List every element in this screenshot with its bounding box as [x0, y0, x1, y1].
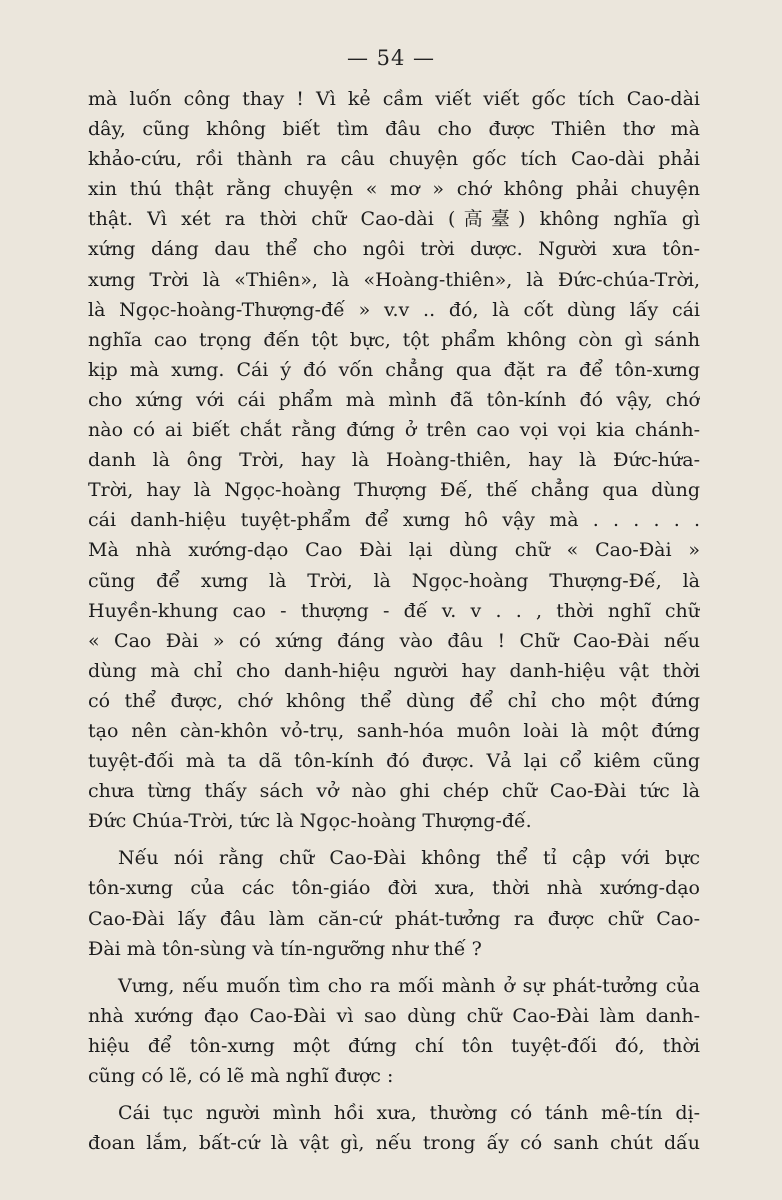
text-line: Vưng, nếu muốn tìm cho ra mối mành ở sự phát-tưởng của — [118, 974, 700, 997]
text-line: đoan lắm, bất-cứ là vật gì, nếu trong ấy có sanh chút dấu — [88, 1132, 700, 1155]
text-line: Nếu nói rằng chữ Cao-Đài không thể tỉ cập với bực — [118, 847, 700, 870]
text-line: dùng mà chỉ cho danh-hiệu người hay danh-hiệu vật thời — [88, 659, 700, 682]
text-line: cũng để xưng là Trời, là Ngọc-hoàng Thượng-Đế, là — [88, 569, 700, 592]
paragraph-gap — [88, 964, 700, 971]
text-line: xứng dáng dau thể cho ngôi trời dược. Người xưa tôn- — [88, 238, 700, 261]
text-line: cái danh-hiệu tuyệt-phẩm để xưng hô vậy mà . . . . . . — [88, 509, 700, 532]
paragraph — [88, 971, 700, 1091]
text-line: « Cao Đài » có xứng đáng vào đâu ! Chữ Cao-Đài nếu — [88, 629, 700, 652]
text-line: dây, cũng không biết tìm đâu cho được Thiên thơ mà — [88, 118, 700, 141]
text-line: kịp mà xưng. Cái ý đó vốn chẳng qua đặt ra để tôn-xưng — [88, 358, 700, 381]
text-line: Trời, hay là Ngọc-hoàng Thượng Đế, thế chẳng qua dùng — [88, 479, 700, 502]
text-line: xưng Trời là «Thiên», là «Hoàng-thiên», là Đức-chúa-Trời, — [88, 268, 700, 291]
page-number: — 54 — — [346, 46, 436, 70]
text-line: Cái tục người mình hồi xưa, thường có tánh mê-tín dị- — [118, 1102, 700, 1125]
body-text — [88, 84, 700, 1158]
text-line: nghĩa cao trọng đến tột bực, tột phẩm không còn gì sánh — [88, 328, 700, 351]
paragraph-gap — [88, 1091, 700, 1098]
text-line: Cao-Đài lấy đâu làm căn-cứ phát-tưởng ra được chữ Cao- — [88, 907, 700, 930]
text-line: cho xứng với cái phẩm mà mình đã tôn-kính đó vậy, chớ — [88, 388, 700, 411]
text-line: Đức Chúa-Trời, tức là Ngọc-hoàng Thượng-đế. — [88, 810, 532, 833]
text-line: là Ngọc-hoàng-Thượng-đế » v.v .. đó, là cốt dùng lấy cái — [88, 298, 700, 321]
text-line: danh là ông Trời, hay là Hoàng-thiên, hay là Đức-hứa- — [88, 449, 700, 472]
text-line: tuyệt-đối mà ta dã tôn-kính đó được. Vả lại cổ kiêm cũng — [88, 750, 700, 773]
text-line: nhà xướng đạo Cao-Đài vì sao dùng chữ Cao-Đài làm danh- — [88, 1004, 700, 1027]
text-line: chưa từng thấy sách vở nào ghi chép chữ Cao-Đài tức là — [88, 780, 700, 803]
text-line: xin thú thật rằng chuyện « mơ » chớ không phải chuyện — [88, 178, 700, 201]
text-line: Đài mà tôn-sùng và tín-ngưỡng như thế ? — [88, 937, 482, 960]
text-line: tạo nên càn-khôn vỏ-trụ, sanh-hóa muôn loài là một đứng — [88, 719, 700, 742]
text-line: Huyền-khung cao - thượng - đế v. v . . , thời nghĩ chữ — [88, 599, 700, 622]
text-line: thật. Vì xét ra thời chữ Cao-dài (高臺) không nghĩa gì — [88, 208, 700, 231]
paragraph — [88, 1098, 700, 1158]
text-line: cũng có lẽ, có lẽ mà nghĩ được : — [88, 1065, 394, 1087]
paragraph — [88, 843, 700, 963]
text-line: Mà nhà xướng-dạo Cao Đài lại dùng chữ « Cao-Đài » — [88, 539, 700, 562]
text-line: có thể được, chớ không thể dùng để chỉ cho một đứng — [88, 689, 700, 712]
text-line: hiệu để tôn-xưng một đứng chí tôn tuyệt-đối đó, thời — [88, 1034, 700, 1057]
paragraph-gap — [88, 836, 700, 843]
text-line: tôn-xưng của các tôn-giáo đời xưa, thời nhà xướng-dạo — [88, 877, 700, 900]
paragraph — [88, 84, 700, 836]
text-line: mà luốn công thay ! Vì kẻ cầm viết viết gốc tích Cao-dài — [88, 88, 700, 110]
text-line: khảo-cứu, rồi thành ra câu chuyện gốc tích Cao-dài phải — [88, 148, 700, 171]
text-line: nào có ai biết chắt rằng đứng ở trên cao vọi vọi kia chánh- — [88, 419, 700, 442]
